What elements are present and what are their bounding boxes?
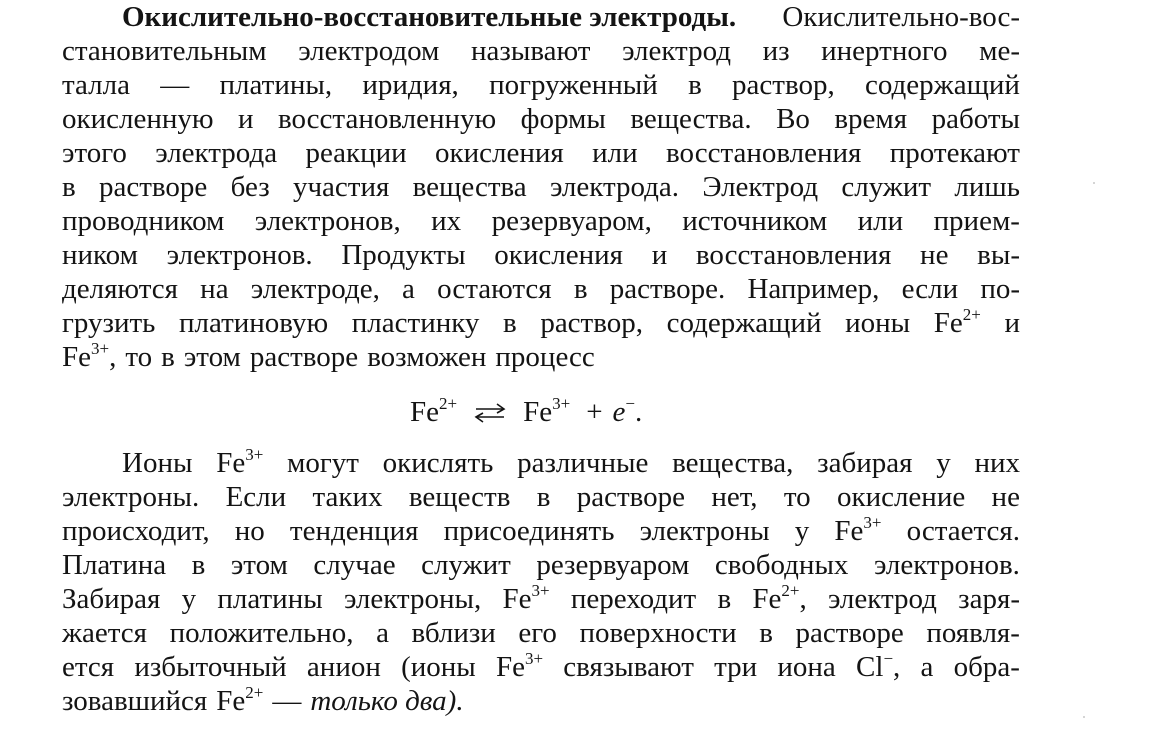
word: обра- (953, 651, 1020, 683)
word: проводником (62, 205, 225, 237)
word: и (651, 239, 668, 271)
word: растворе (249, 341, 359, 373)
equilibrium-arrow-icon (473, 401, 507, 425)
word: таких (312, 481, 383, 513)
word: в (717, 583, 732, 615)
word: а (376, 617, 389, 649)
word: них (974, 447, 1020, 479)
word: иридия, (362, 69, 459, 101)
word: только два). (310, 685, 464, 717)
word: у (181, 583, 197, 615)
word: на (200, 273, 229, 305)
word: инертного (821, 35, 948, 67)
word: (ионы (401, 651, 476, 683)
word: $Fe^{3+}$ (216, 445, 264, 479)
word: не (991, 481, 1020, 513)
word: раствор, (540, 307, 643, 339)
word: участия (292, 171, 390, 203)
word: его (518, 617, 557, 649)
word: Электрод (702, 171, 819, 203)
word: то (125, 341, 153, 373)
word: талла (62, 69, 130, 101)
word: платиновую (178, 307, 329, 339)
text-line (62, 684, 1020, 718)
text-line (62, 306, 1020, 340)
word: зовавшийся (62, 685, 208, 717)
word: этого (62, 137, 127, 169)
word: веществ (408, 481, 511, 513)
word: в (161, 341, 175, 373)
word: положительно, (169, 617, 354, 649)
word: электрода (155, 137, 278, 169)
word: — (160, 69, 190, 101)
word: пластинку (351, 307, 480, 339)
word: электроде, (250, 273, 380, 305)
text-line (62, 170, 1020, 204)
word: в (536, 481, 551, 513)
word: в (759, 617, 773, 649)
formula-left-species: $Fe^{2+}$ (410, 394, 458, 428)
word: электрод (828, 583, 937, 615)
word: $Fe^{3+}$ (834, 513, 882, 547)
word: электрод (622, 35, 731, 67)
word: Окислительно-вос- (782, 1, 1020, 33)
word: поверхности (579, 617, 737, 649)
word: остается. (906, 515, 1020, 547)
word: и (1004, 307, 1020, 339)
word: электронов, (254, 205, 401, 237)
word: забирая (817, 447, 913, 479)
word: — (272, 685, 302, 717)
word: резервуаром, (491, 205, 652, 237)
word: Платина (62, 549, 167, 581)
word: связывают (563, 651, 694, 683)
word: $Fe^{2+}$ (216, 683, 264, 717)
formula-plus: + (586, 396, 603, 428)
word: ионы (845, 307, 911, 339)
word: то (783, 481, 811, 513)
word: иона (777, 651, 836, 683)
word: случае (313, 549, 396, 581)
text-line (122, 0, 1020, 34)
word: электродом (298, 35, 440, 67)
word: содержащий (865, 69, 1020, 101)
word: погруженный (489, 69, 658, 101)
word: без (230, 171, 270, 203)
word: в (503, 307, 517, 339)
text-line (62, 68, 1020, 102)
text-line (122, 446, 1020, 480)
word: Во (776, 103, 810, 135)
word: время (834, 103, 908, 135)
text-line (62, 582, 1020, 616)
text-line (62, 238, 1020, 272)
word: грузить (62, 307, 156, 339)
word: платины, (219, 69, 333, 101)
word: вещества. (630, 103, 752, 135)
word: Если (225, 481, 287, 513)
word: $Fe^{3+}$ (502, 581, 550, 615)
word: восстановленную (277, 103, 497, 135)
word: нет, (711, 481, 758, 513)
text-line (62, 102, 1020, 136)
word: ется (62, 651, 115, 683)
word: растворе (795, 617, 904, 649)
word: процесс (495, 341, 595, 373)
word: вы- (977, 239, 1020, 271)
word: источником (682, 205, 828, 237)
word: служит (841, 171, 932, 203)
text-line (62, 272, 1020, 306)
word: восстановления (665, 137, 862, 169)
word: окисления (435, 137, 564, 169)
word: в (688, 69, 702, 101)
word: называют (471, 35, 591, 67)
redox-equation (410, 394, 642, 430)
word: Забирая (62, 583, 161, 615)
word: в (191, 549, 206, 581)
text-line (62, 514, 1020, 548)
word: анион (306, 651, 381, 683)
word: а (402, 273, 415, 305)
word: Cl−, (856, 649, 901, 683)
word: $Fe^{2+}$ (933, 305, 981, 339)
word: восстановления (695, 239, 892, 271)
word: окисления (494, 239, 623, 271)
word: а (920, 651, 934, 683)
word: Например, (747, 273, 880, 305)
word: по- (980, 273, 1020, 305)
text-line (62, 204, 1020, 238)
word: и (237, 103, 254, 135)
word: платины (217, 583, 323, 615)
word: растворе (99, 171, 208, 203)
word: окислять (382, 447, 494, 479)
word: содержащий (666, 307, 822, 339)
word: этом (183, 341, 241, 373)
word: вблизи (411, 617, 496, 649)
word: окисленную (62, 103, 214, 135)
word: служит (421, 549, 511, 581)
scan-speck (1083, 716, 1085, 718)
word: появля- (926, 617, 1020, 649)
word: формы (520, 103, 606, 135)
word: могут (287, 447, 359, 479)
word: $Fe^{3+}$ (495, 649, 544, 683)
word: тенденция (289, 515, 419, 547)
word: реакции (305, 137, 407, 169)
word: три (714, 651, 758, 683)
word: растворе (576, 481, 686, 513)
text-line (62, 136, 1020, 170)
formula-right-species: $Fe^{3+}$ (523, 394, 571, 428)
word: заря- (958, 583, 1020, 615)
word: остаются (437, 273, 552, 305)
word: этом (230, 549, 288, 581)
text-line (62, 616, 1020, 650)
word: переходит (570, 583, 697, 615)
word: электроны. (62, 481, 200, 513)
word: $Fe^{3+}$, (62, 339, 117, 373)
word: вещества (412, 171, 527, 203)
word: возможен (367, 341, 487, 373)
word: у (794, 515, 810, 547)
word: или (857, 205, 904, 237)
word: электроны (639, 515, 770, 547)
word: происходит, (62, 515, 210, 547)
scan-speck (1093, 182, 1095, 184)
word: резервуаром (536, 549, 690, 581)
word: если (901, 273, 959, 305)
word: раствор, (732, 69, 835, 101)
word: ме- (979, 35, 1020, 67)
word: Продукты (341, 239, 466, 271)
word: Ионы (122, 447, 193, 479)
word: работы (931, 103, 1020, 135)
word: окисление (836, 481, 966, 513)
word: ником (62, 239, 138, 271)
text-line (62, 34, 1020, 68)
word: или (592, 137, 638, 169)
word: избыточный (134, 651, 287, 683)
word: в (573, 273, 588, 305)
formula-electron: e−. (612, 394, 643, 428)
word: вещества, (672, 447, 794, 479)
text-line (62, 480, 1020, 514)
word: Окислительно-восстановительные электроды. (122, 1, 737, 33)
word: но (234, 515, 265, 547)
word: электронов. (166, 239, 313, 271)
word: у (936, 447, 951, 479)
word: $Fe^{2+}$, (752, 581, 807, 615)
word: становительным (62, 35, 267, 67)
text-line (62, 548, 1020, 582)
text-line (62, 650, 1020, 684)
word: жается (62, 617, 148, 649)
word: из (762, 35, 790, 67)
word: лишь (954, 171, 1020, 203)
word: присоединять (443, 515, 615, 547)
word: различные (517, 447, 649, 479)
word: в (62, 171, 76, 203)
word: свободных (714, 549, 849, 581)
word: их (431, 205, 462, 237)
word: не (920, 239, 949, 271)
word: прием- (933, 205, 1020, 237)
word: деляются (62, 273, 178, 305)
word: электрода. (549, 171, 680, 203)
text-line (62, 340, 1020, 374)
word: растворе. (609, 273, 726, 305)
word: электронов. (873, 549, 1020, 581)
word: электроны, (343, 583, 482, 615)
word: протекают (889, 137, 1020, 169)
